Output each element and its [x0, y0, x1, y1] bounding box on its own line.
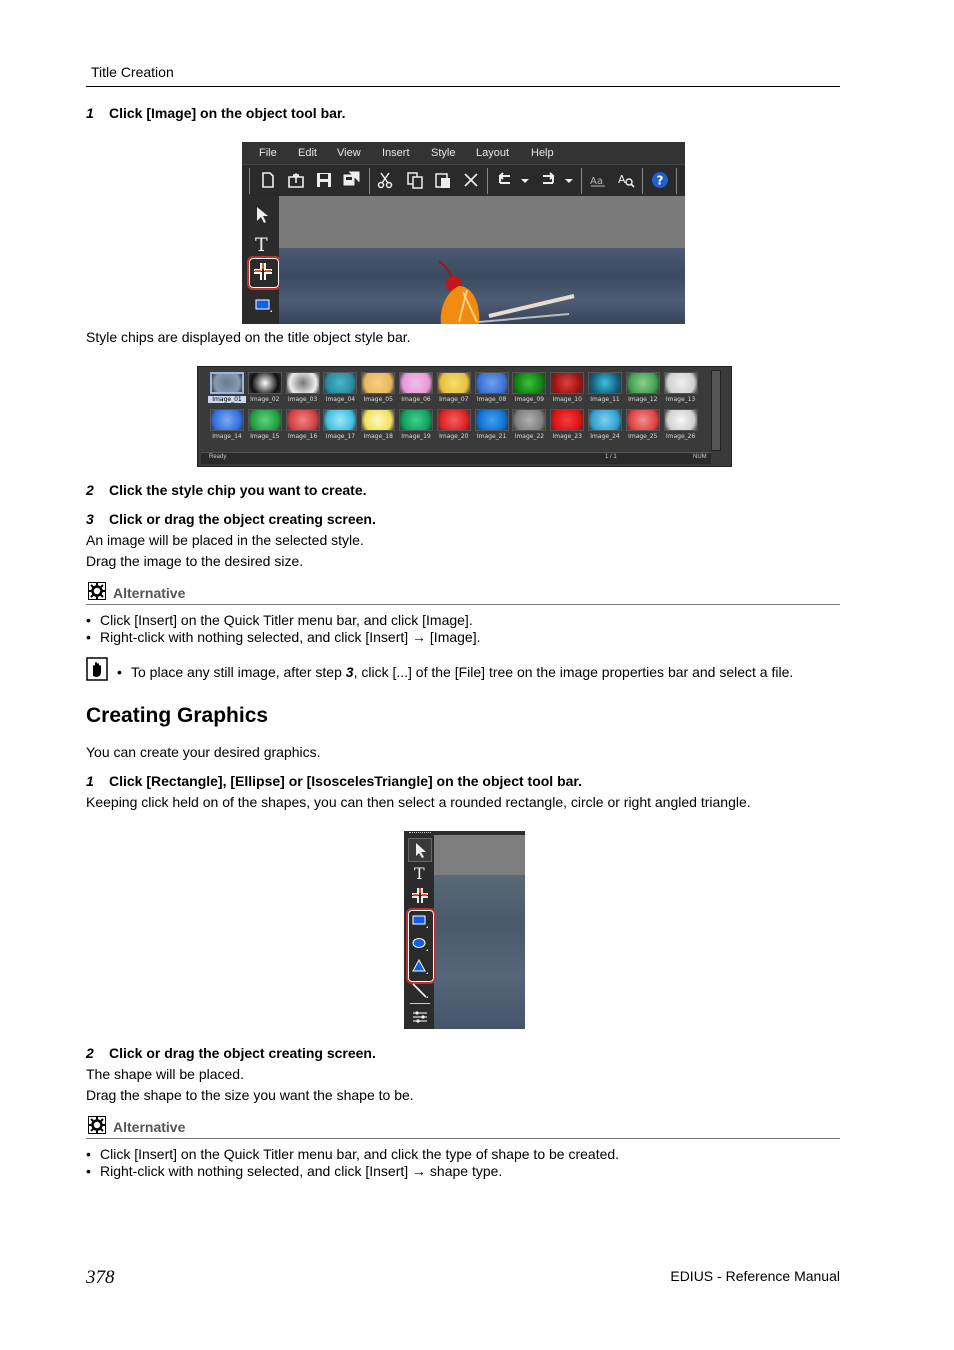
- step-1-graphics-detail: Keeping click held on of the shapes, you can then select a rounded rectangle, circle or right angled triangle.: [86, 794, 751, 810]
- svg-text:T: T: [414, 864, 425, 883]
- main-toolbar: [242, 164, 685, 197]
- style-chip[interactable]: [512, 409, 546, 431]
- alternative-icon: [88, 1116, 106, 1134]
- style-chip[interactable]: [550, 372, 584, 394]
- alternative-2-item-1: • Click [Insert] on the Quick Titler menu bar, and click the type of shape to be created.: [86, 1146, 620, 1162]
- alternative-box-1: [86, 582, 840, 605]
- style-chip-label: Image_12: [628, 396, 658, 403]
- style-chip-label: Image_21: [476, 433, 507, 440]
- redo-icon[interactable]: [539, 171, 557, 189]
- menu-help[interactable]: Help: [531, 147, 554, 159]
- step-number: 2: [86, 1045, 94, 1061]
- step-text: Click or drag the object creating screen.: [109, 511, 376, 527]
- style-chip[interactable]: [664, 372, 698, 394]
- style-chip-label: Image_10: [552, 396, 582, 403]
- style-chip-label: Image_15: [250, 433, 280, 440]
- style-chip[interactable]: [248, 372, 282, 394]
- style-chip[interactable]: [588, 409, 622, 431]
- style-chip[interactable]: [475, 409, 509, 431]
- style-chip-label: Image_04: [325, 396, 356, 403]
- help-icon[interactable]: [651, 171, 669, 189]
- step-3-detail-1: An image will be placed in the selected style.: [86, 532, 364, 548]
- step-1-graphics: [86, 773, 582, 789]
- alternative-1-item-2: • Right-click with nothing selected, and click [Insert] → [Image].: [86, 629, 481, 645]
- footer-title: EDIUS - Reference Manual: [670, 1268, 840, 1284]
- style-chip[interactable]: [512, 372, 546, 394]
- alternative-icon: [88, 582, 106, 600]
- note-text: • To place any still image, after step 3, click [...] of the [File] tree on the image properties bar and select a file.: [117, 664, 794, 680]
- menu-style[interactable]: Style: [431, 147, 456, 159]
- shape-tools-highlight: [406, 908, 436, 984]
- title-canvas-preview[interactable]: [279, 196, 685, 324]
- style-chip-label: Image_07: [439, 396, 469, 403]
- step-text: Click [Image] on the object tool bar.: [109, 105, 346, 121]
- step-text: Click or drag the object creating screen.: [109, 1045, 376, 1061]
- image-tool-highlight: [247, 256, 281, 290]
- menu-file[interactable]: File: [259, 147, 277, 159]
- style-chip-label: Image_18: [363, 433, 393, 440]
- style-chip-label: Image_01: [208, 396, 246, 403]
- style-chip-label: Image_06: [401, 396, 431, 403]
- style-chip-label: Image_08: [476, 396, 507, 403]
- style-chip-label: Image_22: [514, 433, 545, 440]
- status-num: NUM: [693, 454, 707, 460]
- style-chip[interactable]: [286, 372, 320, 394]
- new-icon[interactable]: [259, 171, 277, 189]
- style-chip[interactable]: [361, 409, 395, 431]
- style-chip[interactable]: [323, 372, 357, 394]
- style-chip-label: Image_03: [287, 396, 318, 403]
- style-chip[interactable]: [323, 409, 357, 431]
- cut-icon[interactable]: [376, 171, 394, 189]
- save-as-icon[interactable]: [343, 171, 361, 189]
- step-number: 1: [86, 773, 94, 789]
- text-tool-icon[interactable]: [253, 234, 271, 254]
- copy-icon[interactable]: [406, 171, 424, 189]
- svg-text:?: ?: [656, 173, 664, 188]
- shape-toolbar-screenshot: [404, 831, 525, 1029]
- quick-titler-screenshot: [242, 142, 685, 324]
- step-3-detail-2: Drag the image to the desired size.: [86, 553, 304, 569]
- style-chip-label: Image_19: [401, 433, 431, 440]
- select-pointer-icon[interactable]: [254, 206, 270, 224]
- style-chip-label: Image_11: [590, 396, 620, 403]
- step-number: 2: [86, 482, 94, 498]
- style-chip[interactable]: [286, 409, 320, 431]
- style-chip-label: Image_24: [590, 433, 620, 440]
- alternative-label: Alternative: [113, 585, 186, 601]
- undo-dropdown-icon[interactable]: [520, 171, 530, 189]
- status-page: 1 / 1: [605, 454, 617, 460]
- step-text: Click [Rectangle], [Ellipse] or [IsoscelesTriangle] on the object tool bar.: [109, 773, 582, 789]
- save-icon[interactable]: [315, 171, 333, 189]
- menu-layout[interactable]: Layout: [476, 147, 510, 159]
- image-tool-icon[interactable]: [410, 885, 430, 905]
- style-chip-label: Image_23: [552, 433, 582, 440]
- menu-view[interactable]: View: [337, 147, 361, 159]
- style-chip[interactable]: [399, 372, 433, 394]
- style-chip-bar-screenshot: [197, 366, 732, 467]
- style-chip-label: Image_02: [250, 396, 280, 403]
- svg-text:A: A: [618, 173, 626, 186]
- step-number: 1: [86, 105, 94, 121]
- alternative-1-item-1: • Click [Insert] on the Quick Titler menu bar, and click [Image].: [86, 612, 473, 628]
- style-chip[interactable]: [210, 409, 244, 431]
- undo-icon[interactable]: [496, 171, 514, 189]
- style-chip[interactable]: [664, 409, 698, 431]
- style-chip[interactable]: [550, 409, 584, 431]
- style-chip-label: Image_25: [628, 433, 658, 440]
- style-bar-scrollbar[interactable]: [711, 370, 721, 451]
- menu-edit[interactable]: Edit: [298, 147, 317, 159]
- alternative-box-2: [86, 1116, 840, 1139]
- running-header: Title Creation: [91, 64, 174, 80]
- menu-insert[interactable]: Insert: [382, 147, 410, 159]
- style-chips-note: Style chips are displayed on the title object style bar.: [86, 329, 411, 345]
- paste-icon[interactable]: [434, 171, 452, 189]
- step-2-graphics: [86, 1045, 376, 1061]
- style-chip-label: Image_16: [287, 433, 318, 440]
- properties-tool-icon[interactable]: [410, 1007, 430, 1027]
- style-chip[interactable]: [626, 372, 660, 394]
- style-chip[interactable]: [475, 372, 509, 394]
- open-icon[interactable]: [287, 171, 305, 189]
- svg-text:T: T: [255, 234, 268, 254]
- select-pointer-icon[interactable]: [410, 840, 430, 860]
- style-chip[interactable]: [588, 372, 622, 394]
- alternative-label: Alternative: [113, 1119, 186, 1135]
- status-ready: Ready: [209, 454, 227, 460]
- step-2-graphics-detail-1: The shape will be placed.: [86, 1066, 244, 1082]
- style-chip[interactable]: [210, 372, 244, 394]
- section-title: Creating Graphics: [86, 704, 269, 727]
- step-text: Click the style chip you want to create.: [109, 482, 367, 498]
- delete-icon[interactable]: [462, 171, 480, 189]
- redo-dropdown-icon[interactable]: [564, 171, 574, 189]
- alternative-2-item-2: • Right-click with nothing selected, and click [Insert] → shape type.: [86, 1163, 503, 1179]
- note-icon: [86, 657, 108, 681]
- style-chip[interactable]: [399, 409, 433, 431]
- canvas-preview[interactable]: [434, 835, 525, 1029]
- text-tool-icon[interactable]: [410, 863, 430, 883]
- section-intro: You can create your desired graphics.: [86, 744, 321, 760]
- rectangle-tool-icon[interactable]: [255, 298, 273, 314]
- line-tool-icon[interactable]: [410, 981, 430, 1001]
- step-2-graphics-detail-2: Drag the shape to the size you want the shape to be.: [86, 1087, 414, 1103]
- style-chip-label: Image_20: [439, 433, 469, 440]
- step-2-image: [86, 482, 367, 498]
- find-text-icon[interactable]: [617, 171, 635, 189]
- style-chip-label: Image_26: [665, 433, 696, 440]
- style-chip[interactable]: [437, 372, 471, 394]
- cocktail-photo: [419, 256, 589, 324]
- page-number: 378: [86, 1267, 115, 1288]
- style-chip-label: Image_09: [514, 396, 545, 403]
- style-chip-label: Image_13: [665, 396, 696, 403]
- object-toolbar: [245, 196, 279, 324]
- spell-check-icon[interactable]: [589, 171, 607, 189]
- step-3-image: [86, 511, 376, 527]
- style-chip[interactable]: [626, 409, 660, 431]
- header-rule: [86, 86, 840, 87]
- svg-text:Aa: Aa: [590, 176, 603, 187]
- style-chip-label: Image_17: [325, 433, 356, 440]
- menu-bar: [242, 142, 685, 164]
- step-number: 3: [86, 511, 94, 527]
- style-chip-label: Image_14: [212, 433, 242, 440]
- style-chip-label: Image_05: [363, 396, 393, 403]
- style-chip[interactable]: [437, 409, 471, 431]
- step-1-image: [86, 105, 345, 121]
- style-chip[interactable]: [248, 409, 282, 431]
- style-chip[interactable]: [361, 372, 395, 394]
- status-bar: [201, 452, 711, 464]
